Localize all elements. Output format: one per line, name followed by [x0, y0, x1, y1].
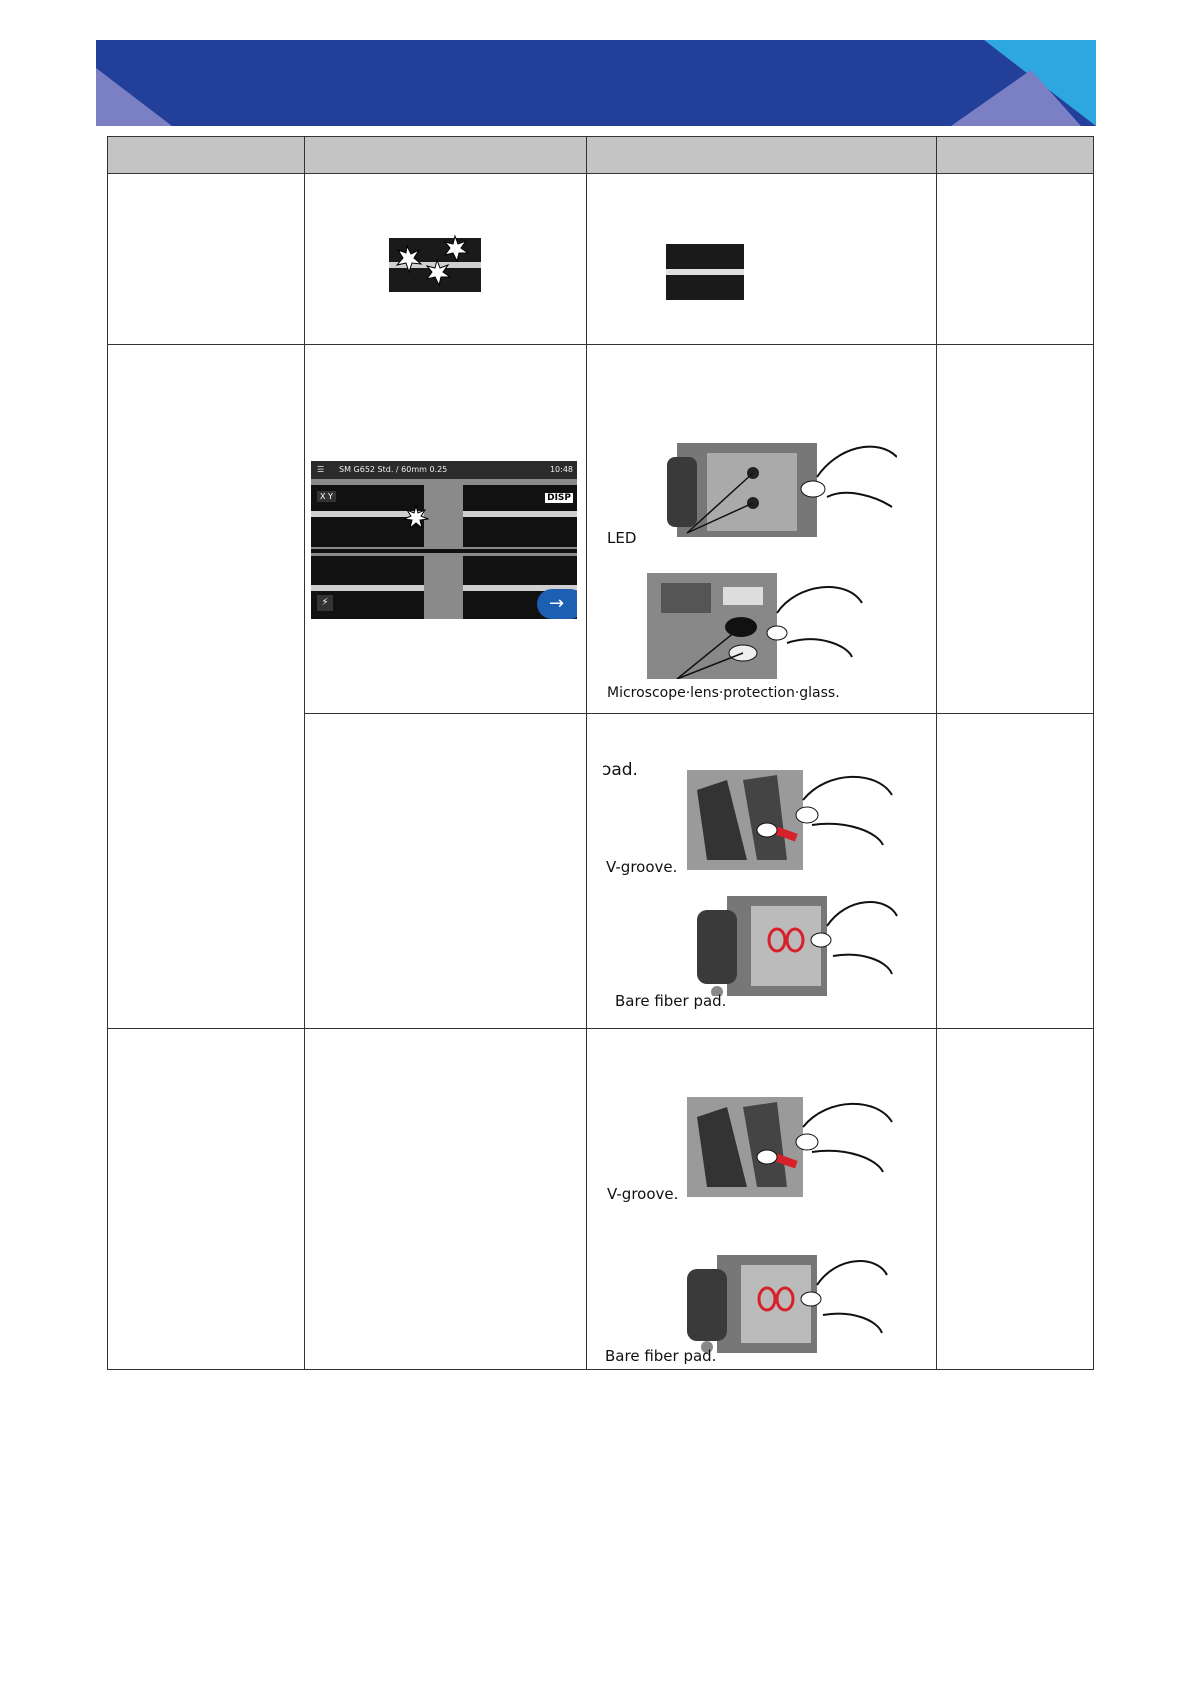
next-arrow-button[interactable]: → — [537, 589, 577, 619]
vgroove-cleaning-illustration-2 — [687, 1097, 903, 1197]
table-row — [108, 1029, 1094, 1370]
splicer-screen — [311, 461, 577, 619]
clean-fiber-image — [666, 244, 744, 300]
table-header-row — [108, 137, 1094, 174]
vgroove-cleaning-illustration — [687, 770, 903, 870]
dirty-fiber-image — [389, 234, 481, 296]
header-cell — [587, 137, 937, 174]
bare-fiber-pad-illustration-2 — [687, 1255, 897, 1353]
lens-cleaning-illustration — [647, 573, 887, 679]
arc-icon[interactable]: ⚡ — [317, 595, 333, 611]
disp-button[interactable]: DISP — [547, 493, 571, 503]
menu-icon[interactable]: ☰ — [317, 465, 325, 474]
dust-spot-icon — [403, 505, 429, 531]
header-cell — [108, 137, 305, 174]
screen-mode: SM G652 Std. / 60mm 0.25 — [339, 465, 448, 474]
pad-fragment-text: ɔad. — [602, 760, 638, 780]
screen-time: 10:48 — [549, 465, 573, 474]
table-row — [108, 174, 1094, 345]
table-row — [108, 345, 1094, 714]
vgroove-label-2: V-groove. — [607, 1185, 679, 1203]
lens-glass-label: Microscope·lens·protection·glass. — [607, 685, 840, 701]
bare-fiber-pad-label-1: Bare fiber pad. — [615, 992, 727, 1010]
header-cell — [305, 137, 587, 174]
bare-fiber-pad-illustration — [697, 896, 907, 996]
led-cleaning-illustration — [637, 437, 897, 547]
header-cell — [937, 137, 1094, 174]
header-banner — [96, 40, 1096, 126]
screen-status-bar — [311, 461, 577, 479]
vgroove-label-1: V-groove. — [606, 858, 678, 876]
xy-button[interactable]: X Y — [317, 491, 336, 502]
led-label: LED — [607, 529, 637, 547]
bare-fiber-pad-label-2: Bare fiber pad. — [605, 1347, 717, 1365]
troubleshooting-table — [107, 136, 1094, 1370]
